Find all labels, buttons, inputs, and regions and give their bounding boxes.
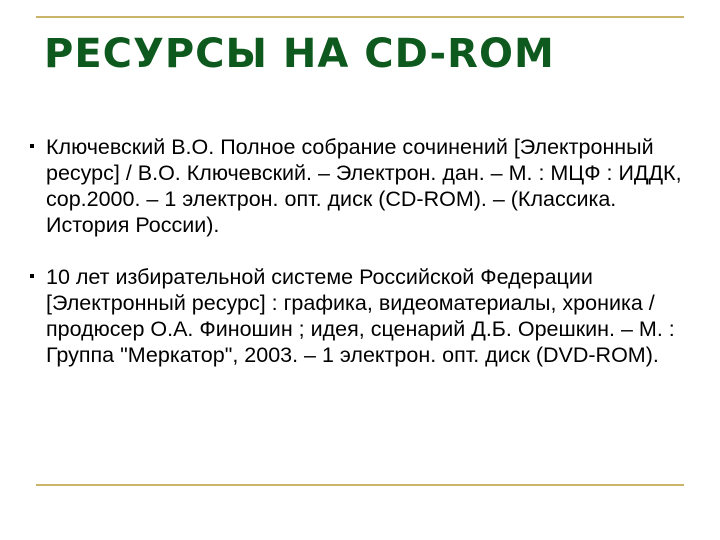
slide-title: РЕСУРСЫ НА CD-ROM: [44, 31, 555, 77]
bullet-list: [30, 134, 690, 394]
list-item: [30, 264, 690, 368]
list-item-text: 10 лет избирательной системе Российской Федерации [Электронный ресурс] : графика, видеоматериалы, хроника / продюсер О.А. Финошин ; идея, сценарий Д.Б. Орешкин. – М. : Группа "Меркатор", 2003. – 1 электрон. опт. диск (DVD-ROM).: [46, 265, 675, 367]
bottom-divider-line: [36, 484, 684, 486]
square-bullet-icon: [30, 274, 34, 278]
top-divider-line: [36, 16, 684, 18]
square-bullet-icon: [30, 144, 34, 148]
list-item-text: Ключевский В.О. Полное собрание сочинений [Электронный ресурс] / В.О. Ключевский. – Электрон. дан. – М. : МЦФ : ИДДК, cop.2000. – 1 электрон. опт. диск (CD-ROM). – (Классика. История России).: [46, 135, 682, 237]
list-item: [30, 134, 690, 238]
